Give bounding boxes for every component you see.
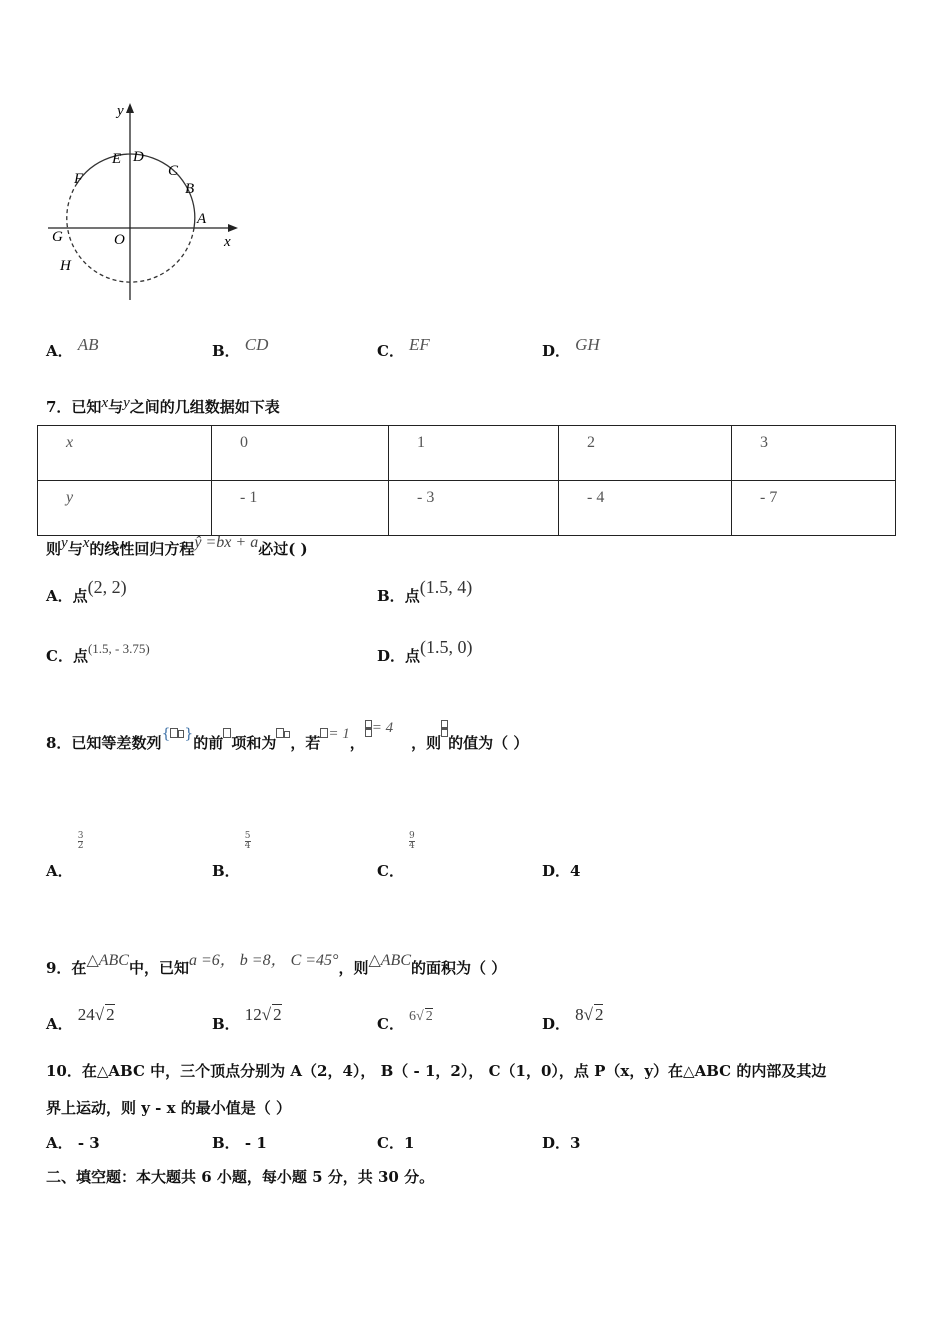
q6-option-a[interactable] xyxy=(46,335,99,361)
data-table xyxy=(37,425,896,536)
q9-option-d[interactable] xyxy=(542,1005,604,1034)
option-letter: B． xyxy=(212,342,240,360)
q10-option-c[interactable] xyxy=(377,1132,414,1153)
table-cell: 0 xyxy=(212,426,389,481)
condition-2: = 4 xyxy=(365,718,393,736)
option-letter: B． xyxy=(212,862,240,880)
option-letter: D． xyxy=(542,862,571,880)
option-letter: D． xyxy=(542,342,571,360)
option-letter: C． xyxy=(377,862,404,880)
section-heading: 二、填空题：本大题共 6 小题，每小题 5 分，共 30 分。 xyxy=(46,1168,435,1186)
point-label-b: B xyxy=(185,181,195,197)
q7-option-d[interactable] xyxy=(377,637,473,666)
q7-stem-pre: 7．已知 xyxy=(46,398,102,416)
q6-option-b[interactable] xyxy=(212,335,269,361)
q9-option-c[interactable] xyxy=(377,1009,433,1034)
q7-stem-post: 之间的几组数据如下表 xyxy=(129,398,280,416)
triangle-abc: △ABC xyxy=(368,952,411,969)
q7-stem xyxy=(46,396,280,417)
table-cell-x-label: x xyxy=(38,426,212,481)
table-row-y xyxy=(38,481,896,536)
option-text: 1 xyxy=(403,1134,415,1152)
q6-option-c[interactable] xyxy=(377,335,430,361)
point-label-d: D xyxy=(133,149,144,165)
triangle-abc: △ABC xyxy=(86,952,129,969)
option-letter: D． xyxy=(377,647,406,665)
option-text: 点 xyxy=(72,587,88,605)
table-cell: 2 xyxy=(559,426,732,481)
var-y: y xyxy=(61,535,68,551)
placeholder-n xyxy=(223,724,231,742)
option-letter: C． xyxy=(46,647,73,665)
arc-gh: GH xyxy=(575,335,600,354)
q9-p4: 的面积为（ ） xyxy=(411,959,507,977)
option-letter: A． xyxy=(46,342,73,360)
option-value: (1.5, 4) xyxy=(419,577,473,597)
option-letter: D． xyxy=(542,1134,571,1152)
option-value: 8√ 2 xyxy=(575,1005,604,1024)
q7-post: 必过( ) xyxy=(258,540,308,558)
option-letter: A． xyxy=(46,587,73,605)
q10-option-d[interactable] xyxy=(542,1132,580,1153)
q8-p6: ，则 xyxy=(411,734,442,752)
y-axis-arrow xyxy=(126,103,134,113)
option-letter: A． xyxy=(46,1134,73,1152)
q9-option-b[interactable] xyxy=(212,1005,282,1034)
option-letter: A． xyxy=(46,862,73,880)
option-letter: A． xyxy=(46,1015,73,1033)
q10-line-1: 10．在△ABC 中，三个顶点分别为 A（2，4）， B（ - 1，2）， C（1，0），点 P（x，y）在△ABC 的内部及其边 xyxy=(46,1062,827,1080)
q8-option-c[interactable] xyxy=(377,830,415,880)
table-cell: - 1 xyxy=(212,481,389,536)
var-y: y xyxy=(123,395,130,411)
table-cell: - 3 xyxy=(389,481,559,536)
option-text: 点 xyxy=(72,647,88,665)
option-letter: C． xyxy=(377,1134,404,1152)
q10-option-b[interactable] xyxy=(212,1132,267,1153)
q9-option-a[interactable] xyxy=(46,1005,115,1034)
q7-pre: 则 xyxy=(46,540,62,558)
point-label-f: F xyxy=(74,171,84,187)
q7-and2: 与 xyxy=(67,540,83,558)
q10-option-a[interactable] xyxy=(46,1132,100,1153)
q9-p3: ，则 xyxy=(338,959,369,977)
option-letter: B． xyxy=(212,1015,240,1033)
option-letter: B． xyxy=(212,1134,240,1152)
q7-question-line xyxy=(46,534,308,559)
fraction-5-4: $\frac{5}{4}$ xyxy=(244,831,251,851)
option-text: - 1 xyxy=(239,1134,267,1152)
q7-and: 与 xyxy=(108,398,124,416)
q7-option-a[interactable] xyxy=(46,577,127,606)
regression-equation: ŷ =bx + a xyxy=(194,534,259,551)
sequence-braces: { } xyxy=(161,726,194,742)
q8-p4: ，若 xyxy=(290,734,321,752)
option-text: 4 xyxy=(570,862,581,880)
q8-p3: 项和为 xyxy=(231,734,277,752)
arc-ef: EF xyxy=(409,335,430,354)
q7-option-c[interactable] xyxy=(46,641,150,666)
table-cell: 3 xyxy=(732,426,896,481)
table-cell: - 7 xyxy=(732,481,896,536)
point-label-h: H xyxy=(60,258,71,274)
q9-stem xyxy=(46,952,507,978)
point-label-e: E xyxy=(112,151,122,167)
option-letter: D． xyxy=(542,1015,571,1033)
arc-ab: AB xyxy=(77,335,99,354)
q8-p5: ， xyxy=(349,734,365,752)
option-text: 点 xyxy=(405,647,421,665)
y-axis-label: y xyxy=(117,103,124,119)
option-text: 点 xyxy=(404,587,420,605)
fraction-3-2: $\frac{3}{2}$ xyxy=(77,831,84,851)
q8-p2: 的前 xyxy=(193,734,224,752)
table-row-x xyxy=(38,426,896,481)
target-ratio xyxy=(441,718,448,736)
option-value: 6√ 2 xyxy=(409,1009,433,1024)
q7-mid: 的线性回归方程 xyxy=(89,540,195,558)
table-cell: - 4 xyxy=(559,481,732,536)
option-letter: B． xyxy=(377,587,405,605)
q7-option-b[interactable] xyxy=(377,577,473,606)
q8-option-d[interactable] xyxy=(542,860,580,881)
q8-stem xyxy=(46,720,529,762)
q8-option-a[interactable] xyxy=(46,830,84,880)
point-label-g: G xyxy=(52,229,63,245)
q6-option-d[interactable] xyxy=(542,335,600,361)
option-value: (1.5, 0) xyxy=(420,637,473,657)
option-letter: C． xyxy=(377,342,404,360)
unit-circle-figure xyxy=(40,95,250,310)
table-cell: 1 xyxy=(389,426,559,481)
option-value: 12√ 2 xyxy=(244,1005,282,1024)
arc-cd: CD xyxy=(244,335,269,354)
option-text: - 3 xyxy=(72,1134,100,1152)
option-letter: C． xyxy=(377,1015,404,1033)
point-label-c: C xyxy=(168,163,179,179)
option-value: (2, 2) xyxy=(87,577,127,597)
q10-line-2: 界上运动，则 y - x 的最小值是（ ） xyxy=(46,1099,291,1117)
q8-p7: 的值为（ ） xyxy=(448,734,529,752)
x-axis-label: x xyxy=(224,234,231,250)
option-value: (1.5, - 3.75) xyxy=(87,641,150,656)
q9-p1: 9．在 xyxy=(46,959,87,977)
q8-p1: 8．已知等差数列 xyxy=(46,734,162,752)
condition-1: = 1 xyxy=(320,724,349,742)
point-label-a: A xyxy=(197,211,207,227)
option-text: 3 xyxy=(570,1134,581,1152)
option-value: 24√ 2 xyxy=(77,1005,115,1024)
table-cell-y-label: y xyxy=(38,481,212,536)
origin-label: O xyxy=(114,232,125,248)
placeholder-sn xyxy=(276,724,290,742)
x-axis-arrow xyxy=(228,224,238,232)
fraction-9-4: $\frac{9}{4}$ xyxy=(409,831,415,851)
q8-option-b[interactable] xyxy=(212,830,251,880)
var-x: x xyxy=(101,395,109,411)
given-values: a =6， b =8， C =45° xyxy=(188,952,339,969)
q9-p2: 中，已知 xyxy=(128,959,189,977)
var-x: x xyxy=(82,535,90,551)
